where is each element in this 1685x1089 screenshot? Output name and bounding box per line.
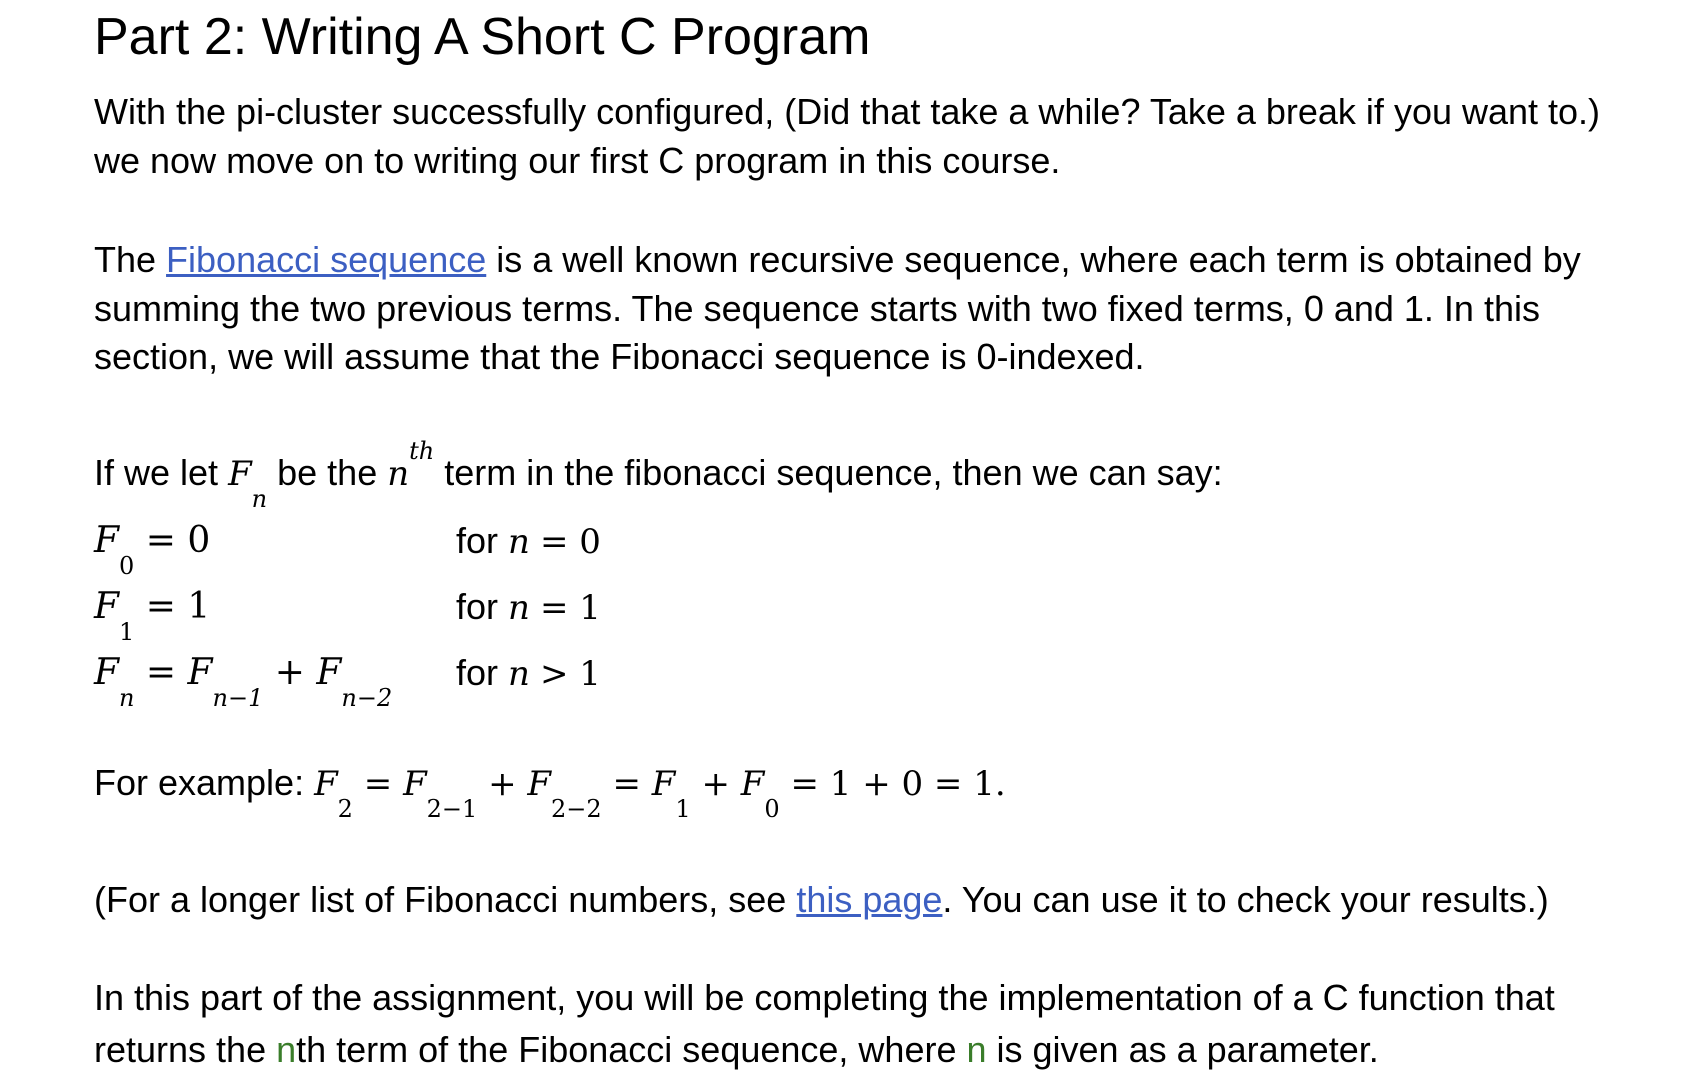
- math-sub: n−2: [341, 684, 393, 712]
- text-span: . You can use it to check your results.): [942, 879, 1549, 920]
- math-n: n: [387, 454, 410, 494]
- text-span: In this part of the assignment, you will be completing the implementation of a C function that: [94, 977, 1555, 1018]
- text-span: term in the fibonacci sequence, then we can say:: [434, 452, 1223, 493]
- math-F: F: [316, 652, 342, 693]
- intro-line-2: we now move on to writing our first C program in this course.: [94, 139, 1061, 181]
- text-span: for: [456, 586, 509, 627]
- math-tail: = 1 + 0 = 1.: [790, 764, 1006, 804]
- math-sub: 0: [118, 552, 135, 580]
- definition-intro: [94, 437, 1223, 513]
- math-sub: n: [118, 684, 135, 712]
- math-F: F: [94, 520, 119, 561]
- text-span: for: [456, 520, 509, 561]
- text-span: summing the two previous terms. The sequence starts with two fixed terms, 0 and 1. In this: [94, 287, 1540, 329]
- math-F: F: [403, 764, 427, 804]
- def-row-f0: $F_0 = 0$: [94, 520, 211, 580]
- def-cond-f1: [456, 586, 601, 628]
- math-sub-n: n: [251, 485, 268, 513]
- math-sub: 1: [118, 618, 135, 646]
- text-span: th term of the Fibonacci sequence, where: [296, 1029, 967, 1070]
- intro-paragraph: [94, 88, 1600, 185]
- assignment-paragraph: [94, 972, 1555, 1076]
- math-F: F: [187, 652, 213, 693]
- text-span: be the: [267, 452, 388, 493]
- fibonacci-paragraph: [94, 236, 1581, 382]
- text-span: For example:: [94, 762, 315, 803]
- def-row-fn: $F_n = F_{n-1} + F_{n-2}$: [94, 652, 393, 712]
- math-F: F: [314, 764, 338, 804]
- text-span: for: [456, 652, 509, 693]
- intro-line-1: With the pi-cluster successfully configured, (Did that take a while? Take a break if you want to.): [94, 91, 1601, 132]
- math-F: F: [740, 764, 765, 804]
- code-n: n: [276, 1029, 297, 1070]
- text-span: The: [94, 239, 167, 280]
- example-line: For example: $F_2 = F_{2-1} + F_{2-2} = F_1 + F_0 = 1 + 0 = 1$.: [94, 762, 1006, 823]
- text-span: is a well known recursive sequence, where each term is obtained by: [486, 239, 1581, 280]
- math-sub: 0: [764, 795, 780, 823]
- math-cond: = 0: [539, 522, 601, 562]
- math-value: 0: [187, 520, 211, 561]
- math-F: F: [94, 652, 119, 693]
- fibonacci-sequence-link[interactable]: Fibonacci sequence: [166, 239, 487, 280]
- page-title: Part 2: Writing A Short C Program: [94, 8, 871, 66]
- math-F: F: [651, 764, 676, 804]
- text-span: returns the: [94, 1029, 277, 1070]
- math-n: n: [508, 522, 530, 562]
- math-sub: 2: [337, 795, 353, 823]
- code-n: n: [966, 1029, 987, 1070]
- math-sub: 1: [675, 795, 691, 823]
- math-cond: = 1: [539, 588, 601, 628]
- text-span: section, we will assume that the Fibonacci sequence is 0-indexed.: [94, 336, 1145, 377]
- this-page-link[interactable]: this page: [796, 879, 943, 920]
- text-span: (For a longer list of Fibonacci numbers, see: [94, 879, 797, 920]
- longer-list-paragraph: [94, 876, 1549, 925]
- math-F: F: [527, 764, 552, 804]
- math-cond: > 1: [539, 654, 601, 694]
- def-cond-f0: [456, 520, 601, 562]
- text-span: is given as a parameter.: [986, 1029, 1379, 1070]
- math-sub: 2−1: [426, 795, 478, 823]
- math-F: F: [94, 586, 119, 627]
- def-row-f1: $F_1 = 1$: [94, 586, 211, 646]
- math-F: F: [228, 454, 252, 494]
- math-value: 1: [187, 586, 211, 627]
- math-sup-th: th: [409, 437, 435, 465]
- def-cond-fn: [456, 652, 601, 694]
- text-span: If we let: [94, 452, 229, 493]
- math-n: n: [508, 654, 530, 694]
- math-n: n: [508, 588, 530, 628]
- math-sub: n−1: [212, 684, 264, 712]
- math-sub: 2−2: [551, 795, 602, 823]
